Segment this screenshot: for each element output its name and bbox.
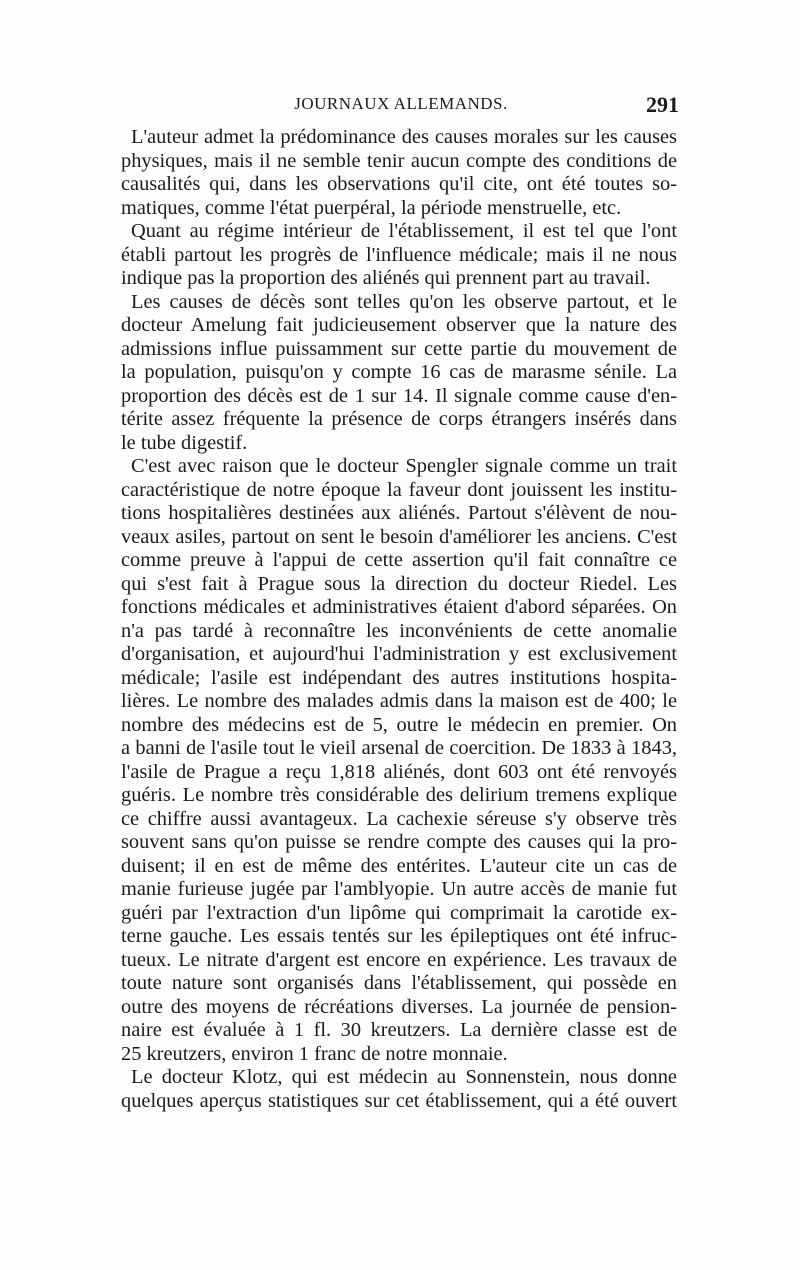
text-line: Quant au régime intérieur de l'établissement, il est tel que l'ont (131, 220, 677, 242)
text-line: ce chiffre aussi avantageux. La cachexie séreuse s'y observe très (121, 807, 677, 830)
text-line: C'est avec raison que le docteur Spengler signale comme un trait (131, 455, 677, 477)
text-line: guéris. Le nombre très considérable des delirium tremens explique (121, 784, 677, 806)
running-head: JOURNAUX ALLEMANDS. (294, 94, 508, 113)
text-line: guéri par l'extraction d'un lipôme qui comprimait la carotide ex- (121, 901, 677, 924)
text-line: tions hospitalières destinées aux aliénés. Partout s'élèvent de nou- (121, 502, 677, 524)
text-line: tueux. Le nitrate d'argent est encore en expérience. Les travaux de (121, 948, 677, 971)
text-line: indique pas la proportion des aliénés qui prennent part au travail. (121, 267, 651, 289)
text-line: qui s'est fait à Prague sous la direction du docteur Riedel. Les (121, 572, 677, 595)
text-line: 25 kreutzers, environ 1 franc de notre monnaie. (121, 1042, 508, 1065)
text-line: la population, puisqu'on y compte 16 cas de marasme sénile. La (121, 361, 677, 383)
text-line: quelques aperçus statistiques sur cet établissement, qui a été ouvert (121, 1089, 677, 1112)
text-line: outre des moyens de récréations diverses. La journée de pension- (121, 995, 677, 1018)
text-line: matiques, comme l'état puerpéral, la période menstruelle, etc. (121, 196, 622, 219)
text-line: terne gauche. Les essais tentés sur les épileptiques ont été infruc- (121, 925, 677, 947)
text-line: térite assez fréquente la présence de corps étrangers insérés dans (121, 408, 677, 430)
text-line: physiques, mais il ne semble tenir aucun compte des conditions de (121, 149, 677, 172)
text-line: d'organisation, et aujourd'hui l'administration y est exclusivement (121, 643, 677, 665)
text-line: établi partout les progrès de l'influence médicale; mais il ne nous (121, 243, 677, 266)
text-line: a banni de l'asile tout le vieil arsenal de coercition. De 1833 à 1843, (121, 737, 677, 759)
text-line: n'a pas tardé à reconnaître les inconvénients de cette anomalie (121, 619, 677, 642)
text-line: Les causes de décès sont telles qu'on les observe partout, et le (131, 290, 677, 313)
text-line: naire est évaluée à 1 fl. 30 kreutzers. La dernière classe est de (121, 1019, 677, 1041)
text-line: manie furieuse jugée par l'amblyopie. Un autre accès de manie fut (121, 878, 677, 900)
text-line: comme preuve à l'appui de cette assertion qu'il fait connaître ce (121, 549, 677, 571)
text-line: proportion des décès est de 1 sur 14. Il signale comme cause d'en- (121, 384, 677, 407)
text-line: duisent; il en est de même des entérites. L'auteur cite un cas de (121, 854, 677, 877)
text-line: caractéristique de notre époque la faveur dont jouissent les institu- (121, 478, 677, 501)
page-number: 291 (646, 92, 679, 117)
text-line: fonctions médicales et administratives étaient d'abord séparées. On (121, 596, 677, 618)
text-line: admissions influe puissamment sur cette partie du mouvement de (121, 337, 677, 360)
body-text (121, 126, 677, 1113)
text-line: causalités qui, dans les observations qu'il cite, ont été toutes so- (121, 173, 677, 195)
text-line: souvent sans qu'on puisse se rendre compte des causes qui la pro- (121, 831, 677, 853)
text-line: docteur Amelung fait judicieusement observer que la nature des (121, 314, 677, 336)
text-line: L'auteur admet la prédominance des causes morales sur les causes (131, 126, 677, 148)
text-line: le tube digestif. (121, 431, 248, 454)
text-line: l'asile de Prague a reçu 1,818 aliénés, dont 603 ont été renvoyés (121, 760, 677, 783)
text-line: Le docteur Klotz, qui est médecin au Sonnenstein, nous donne (131, 1066, 677, 1088)
page-header (121, 92, 681, 122)
text-line: toute nature sont organisés dans l'établissement, qui possède en (121, 972, 677, 994)
text-line: nombre des médecins est de 5, outre le médecin en premier. On (121, 713, 677, 736)
text-line: lières. Le nombre des malades admis dans la maison est de 400; le (121, 690, 677, 712)
text-line: médicale; l'asile est indépendant des autres institutions hospita- (121, 666, 677, 689)
text-line: veaux asiles, partout on sent le besoin d'améliorer les anciens. C'est (121, 525, 677, 548)
